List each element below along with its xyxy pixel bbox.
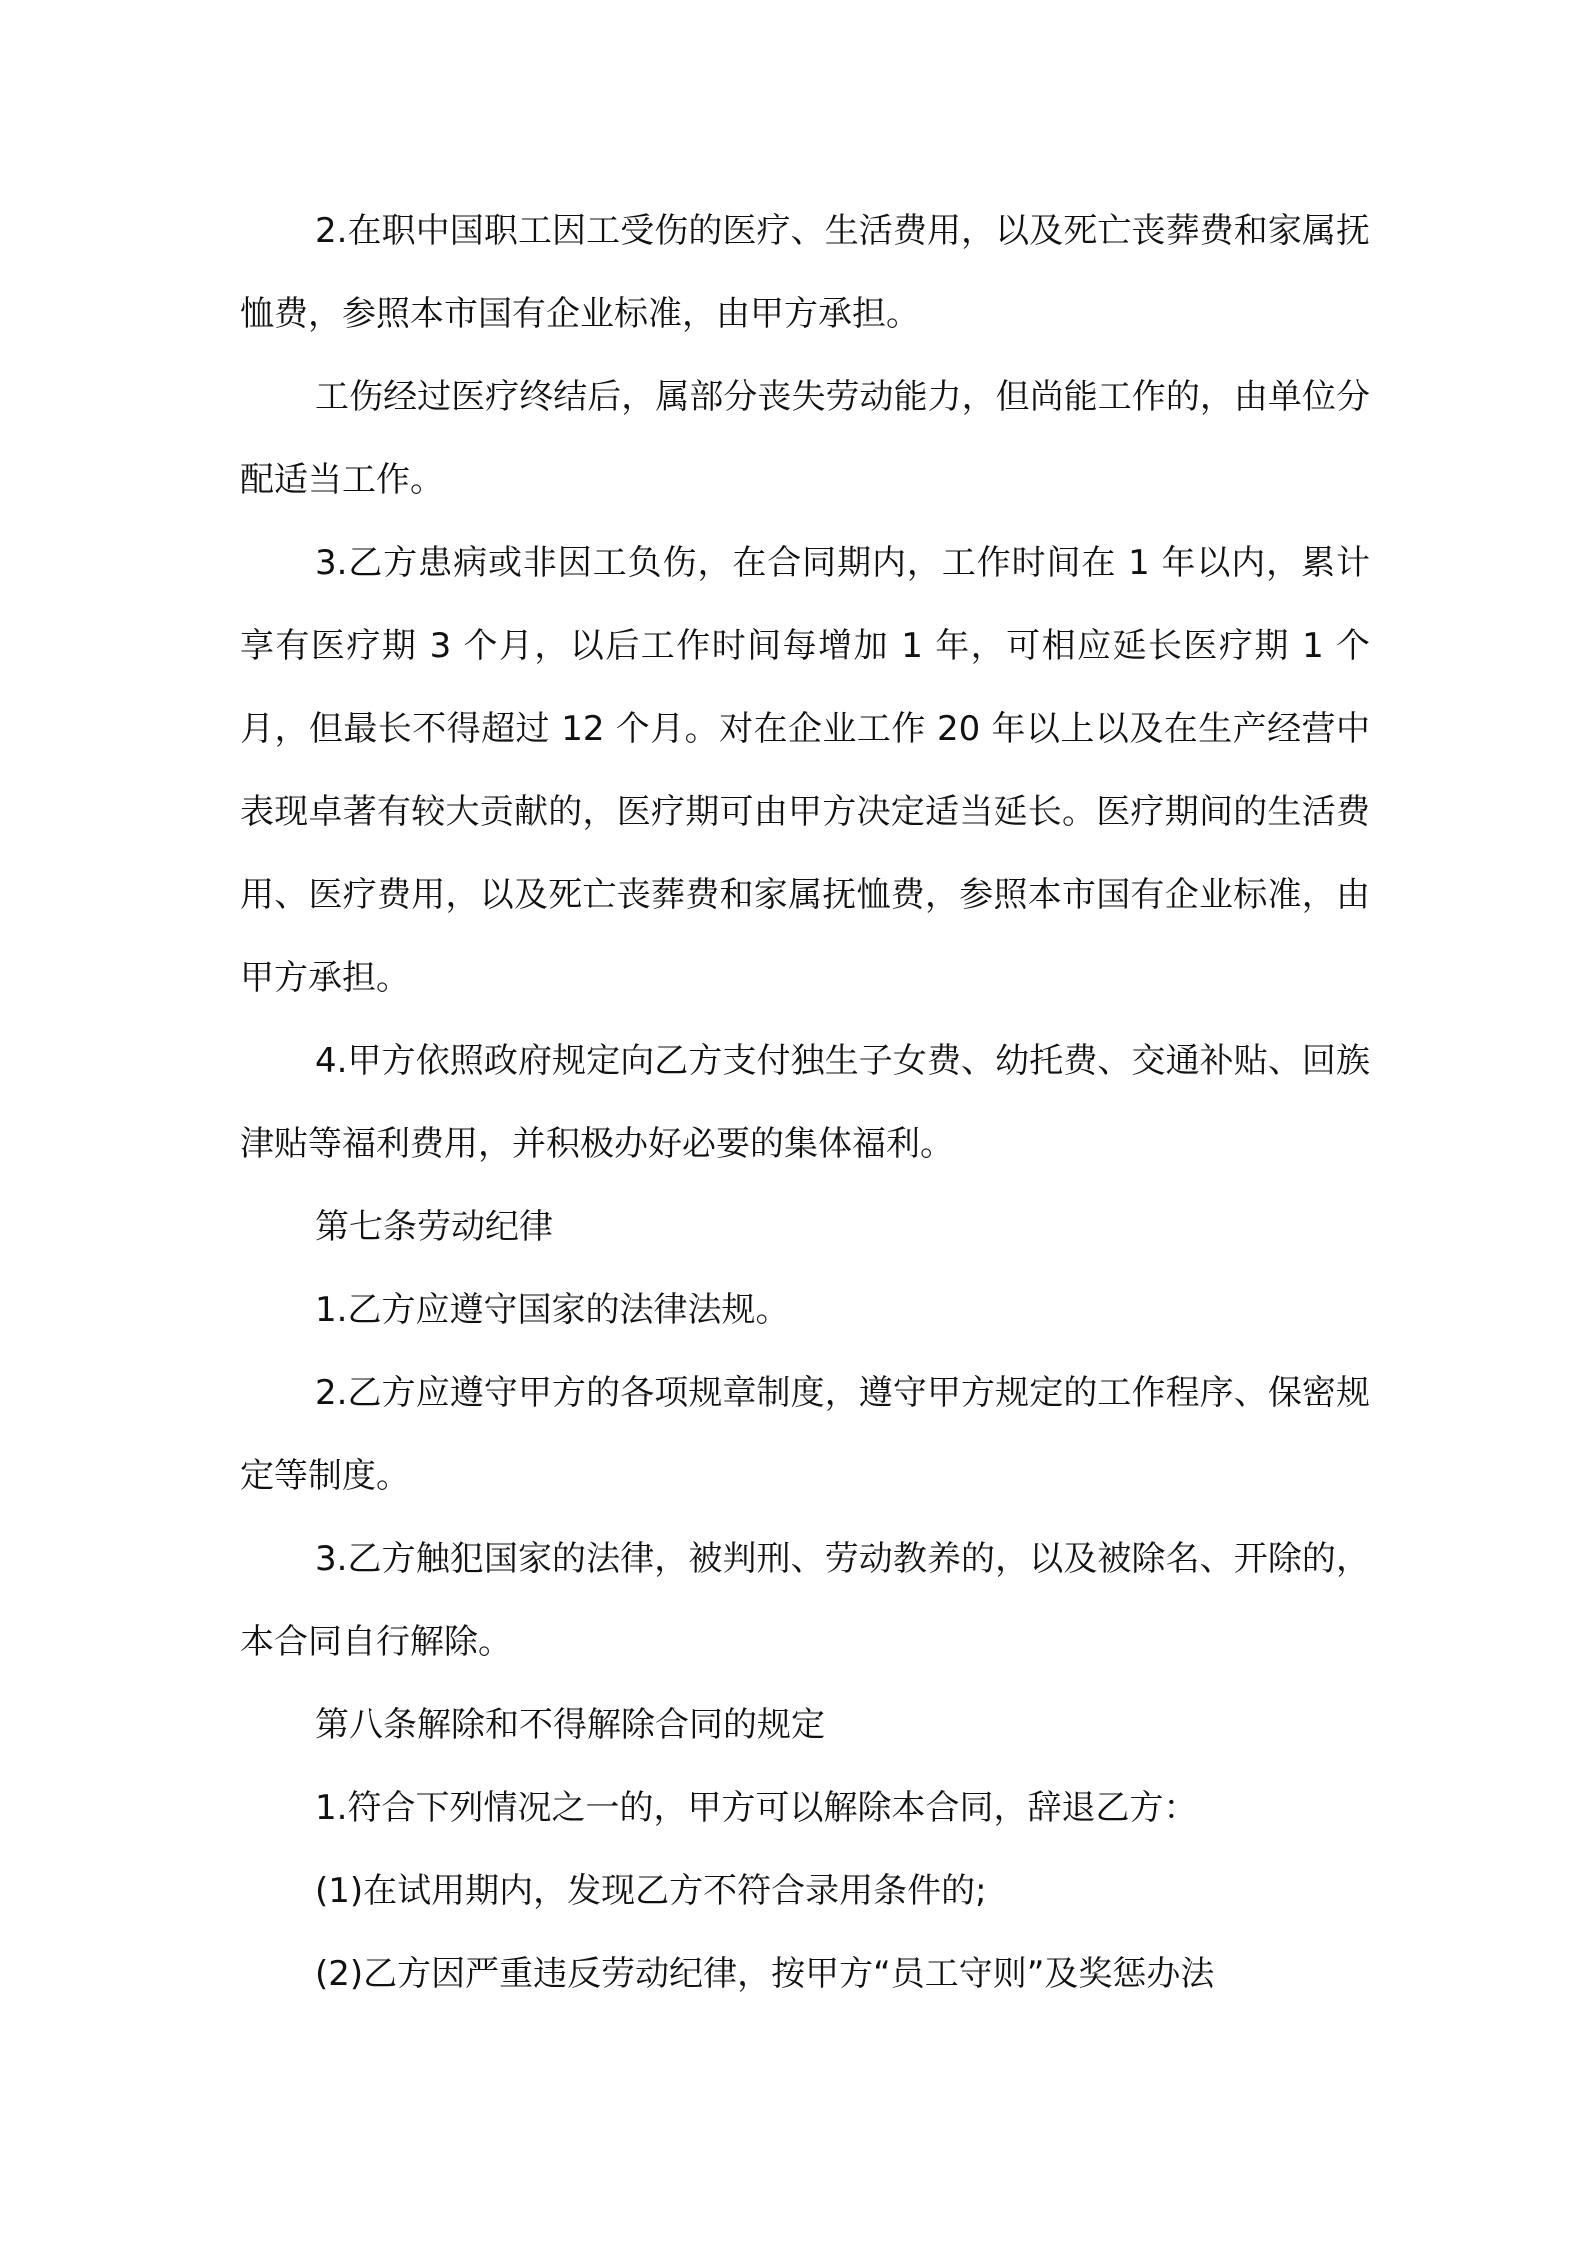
section-heading-article-7: 第七条劳动纪律 [315, 1207, 553, 1247]
document-body [240, 190, 1370, 2016]
paragraph-discipline-2: 2.乙方应遵守甲方的各项规章制度，遵守甲方规定的工作程序、保密规定等制度。 [240, 1373, 1370, 1496]
section-heading-article-8: 第八条解除和不得解除合同的规定 [315, 1705, 825, 1745]
paragraph-termination-item-1: (1)在试用期内，发现乙方不符合录用条件的; [315, 1871, 987, 1911]
paragraph-work-injury-costs: 2.在职中国职工因工受伤的医疗、生活费用，以及死亡丧葬费和家属抚恤费，参照本市国有企业标准，由甲方承担。 [240, 211, 1370, 334]
paragraph-work-injury-reassignment: 工伤经过医疗终结后，属部分丧失劳动能力，但尚能工作的，由单位分配适当工作。 [240, 377, 1370, 500]
paragraph-discipline-3: 3.乙方触犯国家的法律，被判刑、劳动教养的，以及被除名、开除的，本合同自行解除。 [240, 1539, 1370, 1662]
paragraph-termination-item-2: (2)乙方因严重违反劳动纪律，按甲方“员工守则”及奖惩办法 [315, 1954, 1215, 1994]
paragraph-welfare-benefits: 4.甲方依照政府规定向乙方支付独生子女费、幼托费、交通补贴、回族津贴等福利费用，并积极办好必要的集体福利。 [240, 1041, 1370, 1164]
paragraph-termination-1: 1.符合下列情况之一的，甲方可以解除本合同，辞退乙方： [315, 1788, 1198, 1828]
paragraph-discipline-1: 1.乙方应遵守国家的法律法规。 [315, 1290, 790, 1330]
paragraph-medical-period: 3.乙方患病或非因工负伤，在合同期内，工作时间在 1 年以内，累计享有医疗期 3 个月，以后工作时间每增加 1 年，可相应延长医疗期 1 个月，但最长不得超过 12 个月。对在企业工作 20 年以上以及在生产经营中表现卓著有较大贡献的，医疗期可由甲方决定适当延长。医疗期间的生活费用、医疗费用，以及死亡丧葬费和家属抚恤费，参照本市国有企业标准，由甲方承担。 [240, 543, 1370, 998]
